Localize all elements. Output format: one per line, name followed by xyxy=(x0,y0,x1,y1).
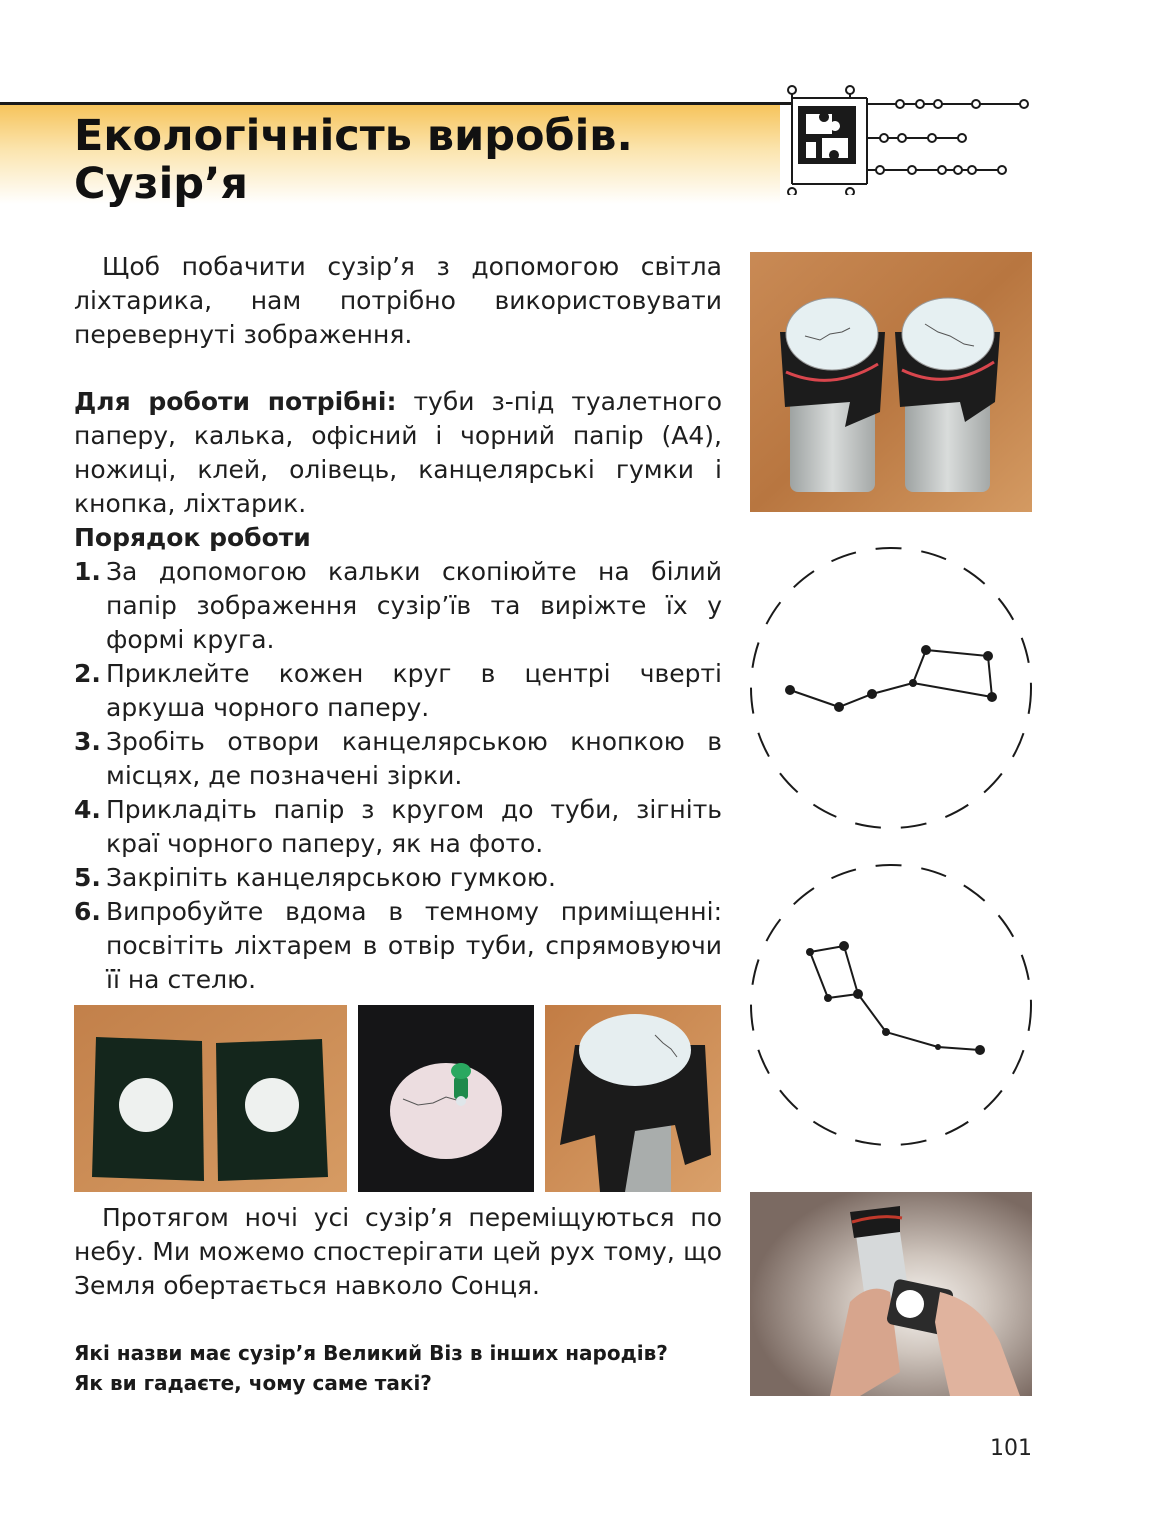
page-title xyxy=(74,112,633,208)
title-line-1: Екологічність виробів. xyxy=(74,111,633,161)
steps-list xyxy=(74,555,722,997)
step-number: 4. xyxy=(74,795,101,824)
step-text: Приклейте кожен круг в центрі чверті аркуша чорного паперу. xyxy=(106,659,722,722)
step-number: 6. xyxy=(74,897,101,926)
photo-flashlight xyxy=(750,1192,1032,1396)
step-item xyxy=(74,555,722,657)
materials-text: туби з-під туалетного паперу, калька, офісний і чорний папір (А4), ножиці, клей, олівець, канцелярські гумки і кнопка, ліхтарик. xyxy=(74,387,722,518)
header-rule xyxy=(0,102,792,105)
step-number: 1. xyxy=(74,557,101,586)
constellation-diagram-1 xyxy=(748,545,1034,831)
materials-label: Для роботи потрібні: xyxy=(74,387,397,416)
step-text: Зробіть отвори канцелярською кнопкою в місцях, де позначені зірки. xyxy=(106,727,722,790)
materials-paragraph xyxy=(74,385,722,521)
step-item xyxy=(74,861,722,895)
photo-tube-assembled xyxy=(545,1005,721,1192)
step-number: 2. xyxy=(74,659,101,688)
question-line-1: Які назви має сузір’я Великий Віз в інших народів? xyxy=(74,1341,668,1365)
step-item xyxy=(74,895,722,997)
outro-paragraph: Протягом ночі усі сузір’я переміщуються по небу. Ми можемо спостерігати цей рух тому, що Земля обертається навколо Сонця. xyxy=(74,1203,722,1300)
title-line-2: Сузір’я xyxy=(74,159,249,209)
question-line-2: Як ви гадаєте, чому саме такі? xyxy=(74,1371,432,1395)
photo-black-sheets xyxy=(74,1005,347,1192)
step-item xyxy=(74,725,722,793)
step-text: Випробуйте вдома в темному приміщенні: посвітіть ліхтарем в отвір туби, спрямовуючи її на стелю. xyxy=(106,897,722,994)
order-title: Порядок роботи xyxy=(74,523,311,552)
question-block xyxy=(74,1338,734,1398)
puzzle-icon xyxy=(772,80,1037,195)
intro-paragraph: Щоб побачити сузір’я з допомогою світла ліхтарика, нам потрібно використовувати перевернуті зображення. xyxy=(74,252,722,349)
photo-tubes xyxy=(750,252,1032,512)
constellation-diagram-2 xyxy=(748,862,1034,1148)
step-text: Прикладіть папір з кругом до туби, зігніть краї чорного паперу, як на фото. xyxy=(106,795,722,858)
photo-pushpin xyxy=(358,1005,534,1192)
page-number: 101 xyxy=(990,1436,1032,1461)
step-item xyxy=(74,793,722,861)
step-text: За допомогою кальки скопіюйте на білий папір зображення сузір’їв та виріжте їх у формі круга. xyxy=(106,557,722,654)
step-item xyxy=(74,657,722,725)
step-number: 3. xyxy=(74,727,101,756)
step-number: 5. xyxy=(74,863,101,892)
step-text: Закріпіть канцелярською гумкою. xyxy=(106,863,556,892)
